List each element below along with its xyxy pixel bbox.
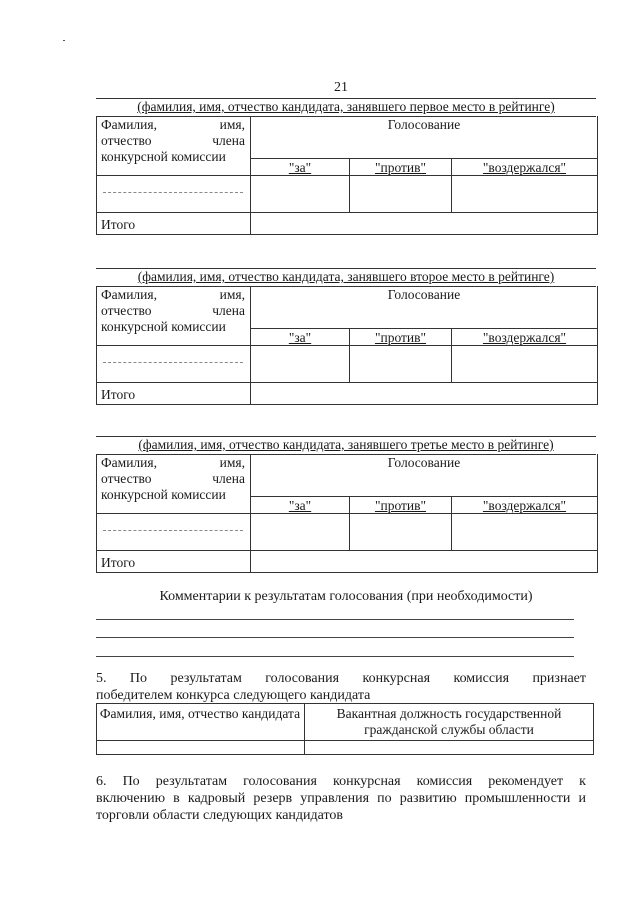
total-label: Итого (101, 555, 136, 570)
vote-table-third-place (96, 436, 596, 576)
vote-table-second-place (96, 268, 596, 408)
voting-header: Голосование (387, 287, 461, 302)
page-number: 21 (334, 80, 348, 95)
winner-table (96, 703, 594, 755)
comment-line (96, 619, 574, 620)
vote-grid (96, 454, 598, 573)
vote-grid (96, 116, 598, 235)
scan-mark (63, 40, 65, 41)
option-against: "против" (374, 160, 427, 175)
candidate-caption: (фамилия, имя, отчество кандидата, занявшего третье место в рейтинге) (96, 436, 596, 455)
option-for: "за" (288, 330, 312, 345)
option-against: "против" (374, 498, 427, 513)
vote-table-first-place (96, 98, 596, 238)
member-name-header: Фамилия, имя, отчество члена конкурсной комиссии (101, 287, 245, 334)
option-abstain: "воздержался" (482, 498, 567, 513)
voting-header: Голосование (387, 455, 461, 470)
member-name-header: Фамилия, имя, отчество члена конкурсной комиссии (101, 455, 245, 502)
total-label: Итого (101, 387, 136, 402)
member-name-header: Фамилия, имя, отчество члена конкурсной комиссии (101, 117, 245, 164)
option-abstain: "воздержался" (482, 160, 567, 175)
total-label: Итого (101, 217, 136, 232)
section-5-text: 5. По результатам голосования конкурсная комиссия признает победителем конкурса следующего кандидата (96, 671, 586, 703)
candidate-caption: (фамилия, имя, отчество кандидата, занявшего второе место в рейтинге) (96, 268, 596, 287)
comment-line (96, 656, 574, 657)
comments-title: Комментарии к результатам голосования (при необходимости) (159, 589, 533, 604)
option-for: "за" (288, 498, 312, 513)
vote-grid (96, 286, 598, 405)
winner-name-header: Фамилия, имя, отчество кандидата (99, 706, 301, 721)
option-against: "против" (374, 330, 427, 345)
option-abstain: "воздержался" (482, 330, 567, 345)
winner-position-header: Вакантная должность государственной гражданской службы области (336, 706, 562, 737)
section-6-text: 6. По результатам голосования конкурсная комиссия рекомендует к включению в кадровый резерв управления по развитию промышленности и торговли области следующих кандидатов (96, 774, 586, 823)
candidate-caption: (фамилия, имя, отчество кандидата, занявшего первое место в рейтинге) (96, 98, 596, 117)
voting-header: Голосование (387, 117, 461, 132)
comment-line (96, 637, 574, 638)
option-for: "за" (288, 160, 312, 175)
